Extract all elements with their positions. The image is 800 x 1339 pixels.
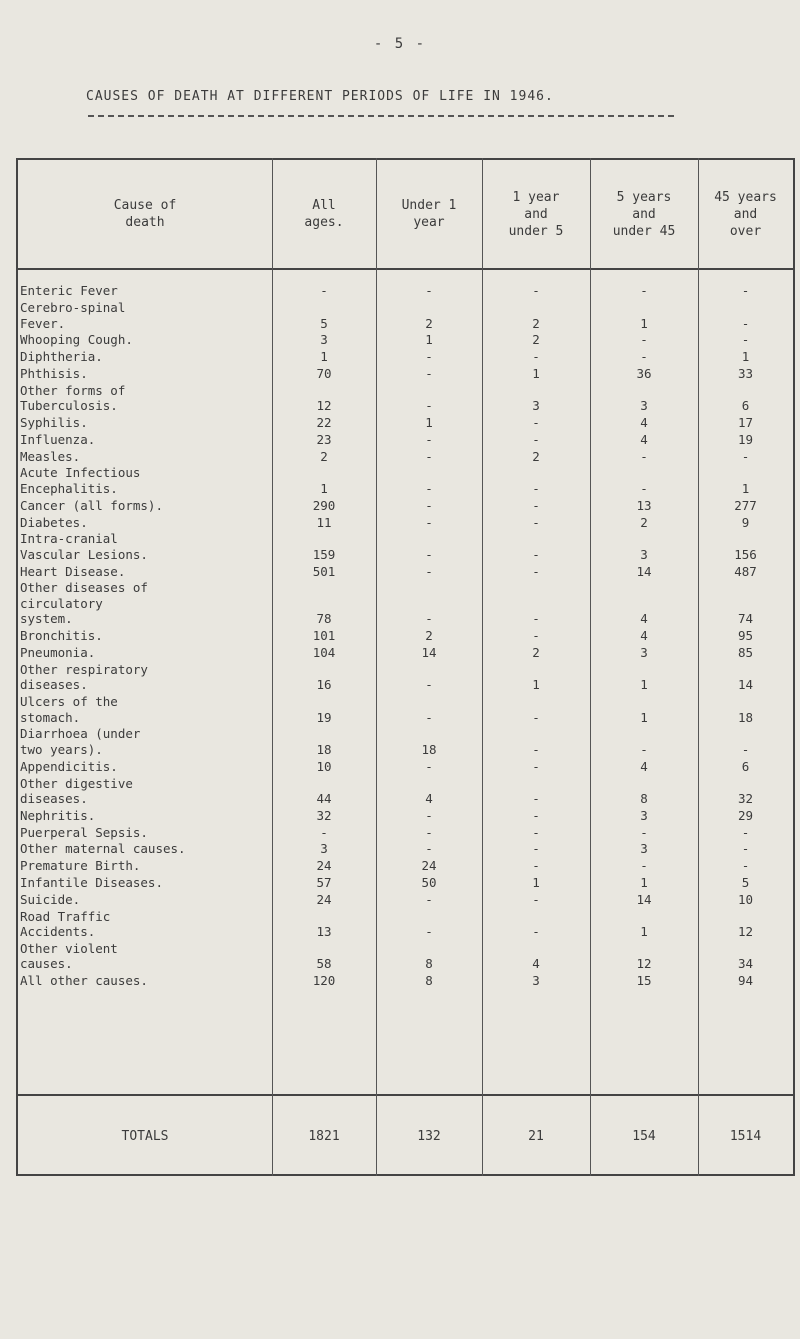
value-1-to-5: - [532, 807, 540, 823]
table-row [18, 758, 793, 775]
value-5-to-45: 4 [640, 611, 648, 627]
value-all-ages: 24 [316, 891, 332, 907]
cause-label: Other violent causes. [20, 940, 118, 972]
value-45-and-over: 1 [741, 480, 750, 496]
cause-label: Other diseases of circulatory system. [20, 580, 148, 627]
value-1-to-5: - [532, 841, 540, 857]
cause-label: Appendicitis. [20, 758, 118, 774]
value-under-1-year: 24 [421, 858, 437, 874]
cause-label: All other causes. [20, 973, 148, 989]
cause-label: Premature Birth. [20, 858, 141, 874]
table-row [18, 807, 793, 824]
cause-label: Other maternal causes. [20, 841, 186, 857]
value-under-1-year: 18 [421, 741, 437, 757]
value-under-1-year: - [425, 824, 433, 840]
value-under-1-year: - [425, 283, 433, 299]
value-all-ages: - [320, 283, 328, 299]
value-5-to-45: 1 [640, 677, 648, 693]
table-row [18, 823, 793, 840]
totals-label: TOTALS [121, 1128, 169, 1144]
title-underline [88, 115, 674, 117]
value-1-to-5: - [532, 924, 540, 940]
value-45-and-over: 1 [741, 349, 750, 365]
value-under-1-year: - [425, 709, 433, 725]
total-5-to-45: 154 [632, 1128, 656, 1144]
value-5-to-45: - [640, 283, 648, 299]
value-under-1-year: 8 [425, 956, 433, 972]
value-under-1-year: 2 [425, 315, 433, 331]
cause-label: Nephritis. [20, 807, 96, 823]
cause-label: Cerebro-spinal Fever. [20, 300, 126, 331]
value-5-to-45: - [640, 858, 648, 874]
table-row [18, 644, 793, 661]
value-under-1-year: - [425, 841, 433, 857]
cause-label: Bronchitis. [20, 628, 103, 644]
value-45-and-over: 17 [737, 415, 754, 431]
table-row [18, 907, 793, 939]
value-5-to-45: 3 [640, 398, 648, 414]
value-5-to-45: 4 [640, 415, 648, 431]
cause-label: Diabetes. [20, 514, 88, 530]
value-1-to-5: - [532, 283, 540, 299]
value-5-to-45: - [640, 349, 648, 365]
header-5-to-45: 5 years and under 45 [612, 189, 676, 239]
table-row [18, 447, 793, 464]
table-row [18, 579, 793, 627]
header-all-ages: All ages. [304, 198, 344, 230]
value-all-ages: 104 [312, 645, 336, 661]
cause-label: Ulcers of the stomach. [20, 694, 118, 725]
total-1-to-5: 21 [528, 1128, 544, 1144]
value-under-1-year: - [425, 431, 433, 447]
value-5-to-45: 1 [640, 315, 648, 331]
value-all-ages: 501 [312, 563, 336, 579]
value-5-to-45: 3 [640, 546, 648, 562]
value-all-ages: 159 [312, 546, 336, 562]
value-under-1-year: - [425, 758, 433, 774]
value-45-and-over: - [741, 858, 750, 874]
value-1-to-5: 1 [532, 677, 540, 693]
value-45-and-over: 6 [741, 398, 750, 414]
table-row [18, 464, 793, 496]
table-row [18, 627, 793, 644]
table-row [18, 530, 793, 562]
header-cause-of-death: Cause of death [113, 198, 177, 230]
value-45-and-over: - [741, 824, 750, 840]
value-under-1-year: 50 [421, 875, 437, 891]
cause-label: Heart Disease. [20, 563, 126, 579]
value-5-to-45: 36 [636, 365, 652, 381]
value-all-ages: 13 [316, 924, 332, 940]
value-all-ages: 1 [320, 480, 328, 496]
value-1-to-5: - [532, 480, 540, 496]
value-under-1-year: 1 [425, 415, 433, 431]
cause-label: Measles. [20, 448, 81, 464]
value-5-to-45: - [640, 741, 648, 757]
value-all-ages: 2 [320, 448, 328, 464]
value-45-and-over: 156 [734, 546, 757, 562]
value-5-to-45: - [640, 480, 648, 496]
value-all-ages: 19 [316, 709, 332, 725]
table-row [18, 282, 793, 299]
value-all-ages: 120 [312, 973, 336, 989]
table-row [18, 725, 793, 757]
page-number: - 5 - [373, 36, 427, 52]
value-45-and-over: - [741, 448, 750, 464]
value-45-and-over: 277 [734, 497, 757, 513]
value-all-ages: 78 [316, 611, 332, 627]
value-all-ages: 32 [316, 807, 332, 823]
value-45-and-over: - [741, 332, 750, 348]
value-under-1-year: 14 [421, 645, 437, 661]
value-5-to-45: 1 [640, 875, 648, 891]
value-1-to-5: - [532, 497, 540, 513]
value-all-ages: 101 [312, 628, 336, 644]
value-under-1-year: - [425, 891, 433, 907]
total-under-1-year: 132 [417, 1128, 441, 1144]
header-1-to-5: 1 year and under 5 [508, 189, 564, 239]
value-5-to-45: 14 [636, 891, 652, 907]
value-under-1-year: - [425, 349, 433, 365]
cause-label: Influenza. [20, 431, 96, 447]
value-all-ages: 70 [316, 365, 332, 381]
cause-label: Diphtheria. [20, 349, 103, 365]
value-all-ages: 57 [316, 875, 332, 891]
value-all-ages: 44 [316, 791, 332, 807]
table-row [18, 513, 793, 530]
table-row [18, 562, 793, 579]
cause-label: Infantile Diseases. [20, 875, 163, 891]
value-45-and-over: - [741, 315, 750, 331]
table-row [18, 431, 793, 448]
cause-label: Acute Infectious Encephalitis. [20, 465, 141, 496]
value-5-to-45: 1 [640, 924, 648, 940]
value-5-to-45: - [640, 448, 648, 464]
value-45-and-over: 34 [737, 956, 754, 972]
header-under-1-year: Under 1 year [401, 198, 457, 230]
value-all-ages: 5 [320, 315, 328, 331]
value-1-to-5: - [532, 741, 540, 757]
cause-label: Enteric Fever [20, 283, 118, 299]
value-1-to-5: 1 [532, 875, 540, 891]
value-1-to-5: - [532, 415, 540, 431]
cause-label: Pneumonia. [20, 645, 96, 661]
table-row [18, 348, 793, 365]
cause-label: Other digestive diseases. [20, 775, 133, 807]
value-5-to-45: 8 [640, 791, 648, 807]
value-5-to-45: 3 [640, 841, 648, 857]
value-45-and-over: - [741, 283, 750, 299]
value-45-and-over: 95 [737, 628, 754, 644]
value-1-to-5: 2 [532, 645, 540, 661]
value-45-and-over: 487 [734, 563, 757, 579]
value-1-to-5: - [532, 514, 540, 530]
value-all-ages: 23 [316, 431, 332, 447]
value-5-to-45: 15 [636, 973, 652, 989]
cause-label: Other respiratory diseases. [20, 661, 148, 693]
value-all-ages: 24 [316, 858, 332, 874]
value-1-to-5: - [532, 628, 540, 644]
value-5-to-45: 12 [636, 956, 652, 972]
value-under-1-year: 2 [425, 628, 433, 644]
value-1-to-5: - [532, 349, 540, 365]
value-5-to-45: 14 [636, 563, 652, 579]
value-all-ages: 290 [312, 497, 336, 513]
header-45-and-over: 45 years and over [714, 189, 777, 239]
value-45-and-over: 6 [741, 758, 750, 774]
cause-label: Road Traffic Accidents. [20, 908, 111, 940]
value-45-and-over: 94 [737, 973, 754, 989]
value-5-to-45: 1 [640, 709, 648, 725]
table-row [18, 840, 793, 857]
value-1-to-5: - [532, 791, 540, 807]
value-45-and-over: 18 [737, 709, 754, 725]
cause-label: Whooping Cough. [20, 332, 133, 348]
value-45-and-over: 85 [737, 645, 754, 661]
value-under-1-year: - [425, 497, 433, 513]
value-all-ages: - [320, 824, 328, 840]
table-row [18, 874, 793, 891]
value-under-1-year: - [425, 480, 433, 496]
table-row [18, 774, 793, 806]
value-1-to-5: 3 [532, 973, 540, 989]
value-45-and-over: 74 [737, 611, 754, 627]
table-row [18, 661, 793, 693]
value-1-to-5: 2 [532, 315, 540, 331]
value-under-1-year: - [425, 677, 433, 693]
table-row [18, 299, 793, 331]
value-45-and-over: 14 [737, 677, 754, 693]
value-45-and-over: 9 [741, 514, 750, 530]
cause-label: Diarrhoea (under two years). [20, 726, 141, 757]
value-all-ages: 1 [320, 349, 328, 365]
value-all-ages: 11 [316, 514, 332, 530]
value-5-to-45: 4 [640, 431, 648, 447]
table-top-rule [18, 158, 793, 160]
total-all-ages: 1821 [308, 1128, 340, 1144]
table-row [18, 693, 793, 725]
value-under-1-year: - [425, 807, 433, 823]
value-under-1-year: - [425, 611, 433, 627]
value-all-ages: 10 [316, 758, 332, 774]
value-all-ages: 18 [316, 741, 332, 757]
cause-label: Other forms of Tuberculosis. [20, 382, 126, 414]
value-under-1-year: - [425, 924, 433, 940]
total-45-and-over: 1514 [729, 1128, 762, 1144]
value-1-to-5: - [532, 824, 540, 840]
value-45-and-over: - [741, 841, 750, 857]
table-row [18, 857, 793, 874]
value-1-to-5: - [532, 709, 540, 725]
value-1-to-5: - [532, 758, 540, 774]
value-under-1-year: - [425, 563, 433, 579]
table-row [18, 365, 793, 382]
value-5-to-45: 13 [636, 497, 652, 513]
table-row [18, 940, 793, 972]
value-5-to-45: - [640, 332, 648, 348]
value-45-and-over: 33 [737, 365, 754, 381]
page-title: CAUSES OF DEATH AT DIFFERENT PERIODS OF LIFE IN 1946. [86, 89, 554, 104]
value-45-and-over: 10 [737, 891, 754, 907]
value-5-to-45: 4 [640, 628, 648, 644]
cause-label: Suicide. [20, 891, 81, 907]
value-all-ages: 22 [316, 415, 332, 431]
value-5-to-45: 4 [640, 758, 648, 774]
value-1-to-5: - [532, 611, 540, 627]
value-45-and-over: 32 [737, 791, 754, 807]
cause-label: Cancer (all forms). [20, 497, 163, 513]
value-all-ages: 3 [320, 841, 328, 857]
value-1-to-5: 3 [532, 398, 540, 414]
value-under-1-year: - [425, 514, 433, 530]
value-45-and-over: 5 [741, 875, 750, 891]
cause-label: Phthisis. [20, 365, 88, 381]
value-under-1-year: 1 [425, 332, 433, 348]
table-row [18, 891, 793, 908]
value-1-to-5: - [532, 431, 540, 447]
value-45-and-over: 12 [737, 924, 754, 940]
causes-of-death-table [16, 158, 795, 1176]
value-under-1-year: - [425, 546, 433, 562]
value-all-ages: 12 [316, 398, 332, 414]
value-1-to-5: 1 [532, 365, 540, 381]
value-5-to-45: 2 [640, 514, 648, 530]
value-1-to-5: 2 [532, 332, 540, 348]
cause-label: Intra-cranial Vascular Lesions. [20, 531, 148, 562]
value-5-to-45: 3 [640, 807, 648, 823]
value-under-1-year: - [425, 398, 433, 414]
table-row [18, 972, 793, 989]
value-under-1-year: - [425, 365, 433, 381]
value-under-1-year: - [425, 448, 433, 464]
totals-row [18, 1096, 793, 1176]
cause-label: Puerperal Sepsis. [20, 824, 148, 840]
table-row [18, 414, 793, 431]
value-all-ages: 3 [320, 332, 328, 348]
value-5-to-45: - [640, 824, 648, 840]
cause-label: Syphilis. [20, 415, 88, 431]
value-all-ages: 16 [316, 677, 332, 693]
value-5-to-45: 3 [640, 645, 648, 661]
value-1-to-5: - [532, 563, 540, 579]
table-row [18, 331, 793, 348]
header-rule [18, 268, 793, 270]
value-45-and-over: 19 [737, 431, 754, 447]
value-45-and-over: 29 [737, 807, 754, 823]
table-row [18, 382, 793, 414]
value-under-1-year: 4 [425, 791, 433, 807]
value-1-to-5: - [532, 891, 540, 907]
table-row [18, 497, 793, 514]
value-1-to-5: 2 [532, 448, 540, 464]
value-under-1-year: 8 [425, 973, 433, 989]
value-all-ages: 58 [316, 956, 332, 972]
value-1-to-5: 4 [532, 956, 540, 972]
value-45-and-over: - [741, 741, 750, 757]
value-1-to-5: - [532, 546, 540, 562]
value-1-to-5: - [532, 858, 540, 874]
